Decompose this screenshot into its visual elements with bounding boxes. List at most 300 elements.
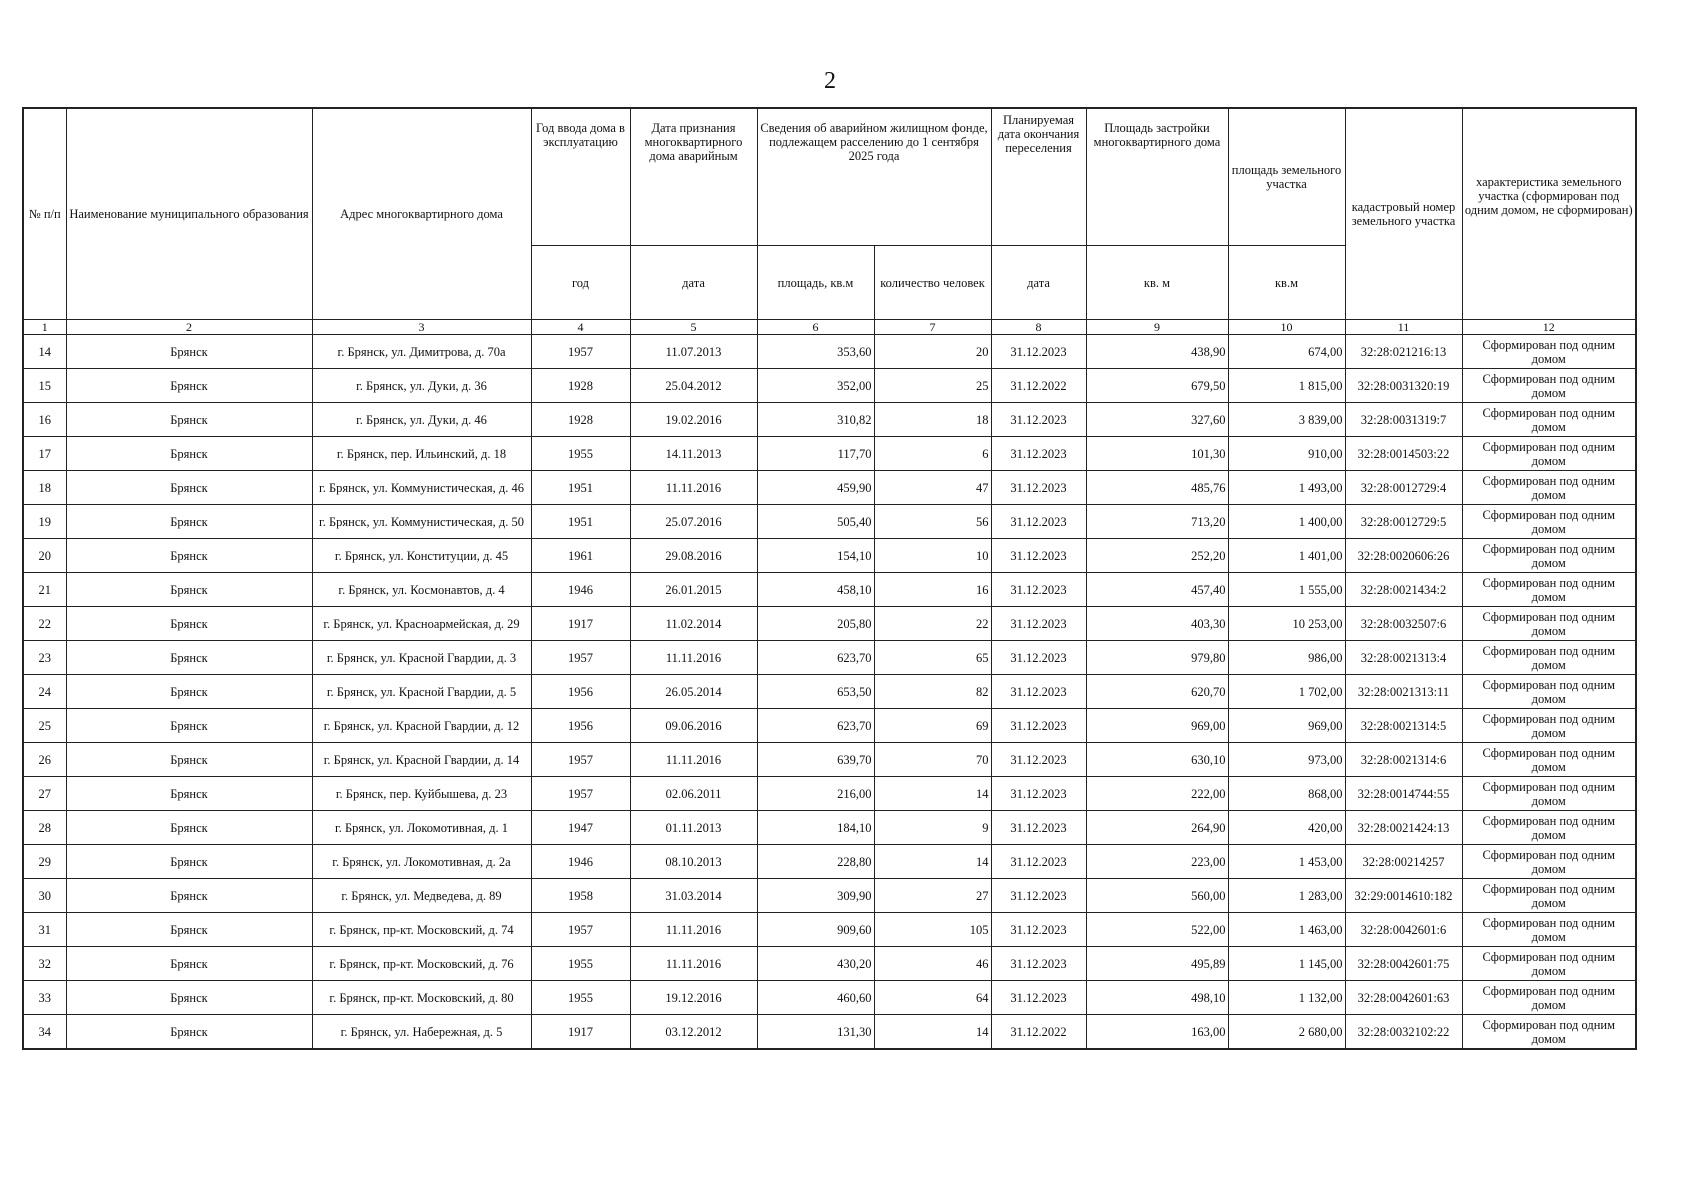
row-area: 205,80 [757,607,874,641]
row-municipality: Брянск [66,437,312,471]
row-municipality: Брянск [66,743,312,777]
column-number: 12 [1462,320,1636,335]
table-row [23,403,1636,437]
row-municipality: Брянск [66,403,312,437]
row-people: 25 [874,369,991,403]
column-number: 2 [66,320,312,335]
row-cadastral: 32:28:0021424:13 [1345,811,1462,845]
row-year: 1961 [531,539,630,573]
table-row [23,913,1636,947]
row-year: 1957 [531,913,630,947]
table-row [23,641,1636,675]
row-emergency-date: 11.02.2014 [630,607,757,641]
row-address: г. Брянск, ул. Димитрова, д. 70а [312,335,531,369]
header-land-area: площадь земельного участка [1228,108,1345,246]
row-year: 1951 [531,505,630,539]
row-building-area: 979,80 [1086,641,1228,675]
row-people: 14 [874,1015,991,1050]
row-cadastral: 32:28:0012729:5 [1345,505,1462,539]
row-municipality: Брянск [66,573,312,607]
row-municipality: Брянск [66,369,312,403]
row-year: 1957 [531,641,630,675]
row-area: 131,30 [757,1015,874,1050]
row-emergency-date: 26.01.2015 [630,573,757,607]
row-people: 27 [874,879,991,913]
row-cadastral: 32:28:0021313:11 [1345,675,1462,709]
row-area: 430,20 [757,947,874,981]
row-land-area: 1 453,00 [1228,845,1345,879]
row-address: г. Брянск, ул. Локомотивная, д. 2а [312,845,531,879]
row-cadastral: 32:28:0031319:7 [1345,403,1462,437]
housing-registry-table [22,107,1637,1050]
row-building-area: 495,89 [1086,947,1228,981]
row-building-area: 498,10 [1086,981,1228,1015]
row-land-characteristic: Сформирован под одним домом [1462,1015,1636,1050]
header-year-commissioned: Год ввода дома в эксплуатацию [531,108,630,246]
row-land-characteristic: Сформирован под одним домом [1462,879,1636,913]
row-planned-date: 31.12.2023 [991,403,1086,437]
row-number: 29 [23,845,66,879]
row-building-area: 620,70 [1086,675,1228,709]
row-land-area: 1 283,00 [1228,879,1345,913]
row-area: 310,82 [757,403,874,437]
row-address: г. Брянск, ул. Красной Гвардии, д. 3 [312,641,531,675]
row-area: 653,50 [757,675,874,709]
row-emergency-date: 01.11.2013 [630,811,757,845]
row-number: 19 [23,505,66,539]
row-land-characteristic: Сформирован под одним домом [1462,505,1636,539]
row-year: 1956 [531,709,630,743]
column-number: 11 [1345,320,1462,335]
row-area: 184,10 [757,811,874,845]
row-area: 623,70 [757,709,874,743]
row-building-area: 222,00 [1086,777,1228,811]
row-address: г. Брянск, пр-кт. Московский, д. 74 [312,913,531,947]
row-planned-date: 31.12.2022 [991,369,1086,403]
row-address: г. Брянск, ул. Дуки, д. 36 [312,369,531,403]
row-area: 505,40 [757,505,874,539]
row-people: 82 [874,675,991,709]
row-cadastral: 32:28:0021434:2 [1345,573,1462,607]
row-number: 20 [23,539,66,573]
row-area: 309,90 [757,879,874,913]
row-emergency-date: 11.11.2016 [630,947,757,981]
row-building-area: 327,60 [1086,403,1228,437]
row-year: 1955 [531,437,630,471]
row-emergency-date: 14.11.2013 [630,437,757,471]
table-row [23,777,1636,811]
row-land-characteristic: Сформирован под одним домом [1462,845,1636,879]
row-planned-date: 31.12.2023 [991,981,1086,1015]
row-planned-date: 31.12.2023 [991,913,1086,947]
row-land-area: 10 253,00 [1228,607,1345,641]
row-year: 1947 [531,811,630,845]
row-cadastral: 32:28:0031320:19 [1345,369,1462,403]
row-people: 70 [874,743,991,777]
row-emergency-date: 19.02.2016 [630,403,757,437]
row-land-characteristic: Сформирован под одним домом [1462,437,1636,471]
header-unit-date: дата [630,246,757,320]
row-land-area: 1 401,00 [1228,539,1345,573]
row-building-area: 522,00 [1086,913,1228,947]
row-year: 1928 [531,403,630,437]
row-address: г. Брянск, ул. Красной Гвардии, д. 5 [312,675,531,709]
row-cadastral: 32:28:0042601:75 [1345,947,1462,981]
row-land-area: 973,00 [1228,743,1345,777]
row-year: 1957 [531,743,630,777]
row-municipality: Брянск [66,675,312,709]
row-planned-date: 31.12.2023 [991,675,1086,709]
row-number: 17 [23,437,66,471]
row-cadastral: 32:28:0042601:63 [1345,981,1462,1015]
row-number: 32 [23,947,66,981]
row-land-area: 969,00 [1228,709,1345,743]
row-address: г. Брянск, пр-кт. Московский, д. 80 [312,981,531,1015]
row-people: 65 [874,641,991,675]
table-row [23,947,1636,981]
row-planned-date: 31.12.2023 [991,505,1086,539]
header-municipality: Наименование муниципального образования [66,108,312,320]
row-municipality: Брянск [66,607,312,641]
row-municipality: Брянск [66,777,312,811]
row-planned-date: 31.12.2023 [991,573,1086,607]
row-cadastral: 32:28:0021314:5 [1345,709,1462,743]
row-land-area: 1 555,00 [1228,573,1345,607]
row-emergency-date: 11.07.2013 [630,335,757,369]
row-number: 27 [23,777,66,811]
row-municipality: Брянск [66,811,312,845]
row-emergency-date: 26.05.2014 [630,675,757,709]
row-address: г. Брянск, ул. Медведева, д. 89 [312,879,531,913]
row-planned-date: 31.12.2023 [991,335,1086,369]
row-municipality: Брянск [66,947,312,981]
row-cadastral: 32:28:0021313:4 [1345,641,1462,675]
row-number: 24 [23,675,66,709]
row-building-area: 485,76 [1086,471,1228,505]
row-year: 1928 [531,369,630,403]
row-building-area: 403,30 [1086,607,1228,641]
row-address: г. Брянск, ул. Набережная, д. 5 [312,1015,531,1050]
row-number: 21 [23,573,66,607]
table-row [23,743,1636,777]
column-number: 7 [874,320,991,335]
table-row [23,369,1636,403]
row-number: 15 [23,369,66,403]
row-land-characteristic: Сформирован под одним домом [1462,607,1636,641]
table-row [23,607,1636,641]
row-municipality: Брянск [66,539,312,573]
row-people: 14 [874,845,991,879]
row-year: 1955 [531,981,630,1015]
row-people: 47 [874,471,991,505]
header-building-area: Площадь застройки многоквартирного дома [1086,108,1228,246]
table-row [23,437,1636,471]
row-year: 1917 [531,607,630,641]
row-municipality: Брянск [66,913,312,947]
row-building-area: 264,90 [1086,811,1228,845]
row-people: 14 [874,777,991,811]
row-people: 69 [874,709,991,743]
row-address: г. Брянск, ул. Коммунистическая, д. 50 [312,505,531,539]
row-land-characteristic: Сформирован под одним домом [1462,913,1636,947]
row-year: 1917 [531,1015,630,1050]
row-land-characteristic: Сформирован под одним домом [1462,641,1636,675]
column-number-row [23,320,1636,335]
table-row [23,573,1636,607]
row-land-area: 674,00 [1228,335,1345,369]
row-address: г. Брянск, ул. Космонавтов, д. 4 [312,573,531,607]
row-municipality: Брянск [66,981,312,1015]
row-building-area: 560,00 [1086,879,1228,913]
table-row [23,505,1636,539]
row-cadastral: 32:28:0032507:6 [1345,607,1462,641]
row-emergency-date: 09.06.2016 [630,709,757,743]
column-number: 9 [1086,320,1228,335]
row-land-characteristic: Сформирован под одним домом [1462,947,1636,981]
row-planned-date: 31.12.2023 [991,471,1086,505]
row-area: 154,10 [757,539,874,573]
row-number: 22 [23,607,66,641]
row-people: 22 [874,607,991,641]
row-area: 639,70 [757,743,874,777]
row-building-area: 101,30 [1086,437,1228,471]
row-land-characteristic: Сформирован под одним домом [1462,981,1636,1015]
row-area: 459,90 [757,471,874,505]
row-area: 117,70 [757,437,874,471]
row-municipality: Брянск [66,845,312,879]
table-body [23,335,1636,1050]
row-area: 460,60 [757,981,874,1015]
row-planned-date: 31.12.2023 [991,539,1086,573]
row-building-area: 969,00 [1086,709,1228,743]
row-land-characteristic: Сформирован под одним домом [1462,335,1636,369]
row-land-characteristic: Сформирован под одним домом [1462,743,1636,777]
row-year: 1957 [531,777,630,811]
header-unit-year: год [531,246,630,320]
row-address: г. Брянск, ул. Красной Гвардии, д. 12 [312,709,531,743]
row-area: 909,60 [757,913,874,947]
row-land-area: 1 132,00 [1228,981,1345,1015]
row-people: 46 [874,947,991,981]
row-building-area: 679,50 [1086,369,1228,403]
row-planned-date: 31.12.2023 [991,947,1086,981]
header-unit-sqm-2: кв.м [1228,246,1345,320]
row-cadastral: 32:28:0032102:22 [1345,1015,1462,1050]
table-row [23,981,1636,1015]
row-cadastral: 32:29:0014610:182 [1345,879,1462,913]
header-land-characteristic: характеристика земельного участка (сформирован под одним домом, не сформирован) [1462,108,1636,320]
row-planned-date: 31.12.2023 [991,879,1086,913]
row-land-area: 910,00 [1228,437,1345,471]
table-row [23,811,1636,845]
table-row [23,709,1636,743]
row-land-characteristic: Сформирован под одним домом [1462,709,1636,743]
row-cadastral: 32:28:0042601:6 [1345,913,1462,947]
row-cadastral: 32:28:00214257 [1345,845,1462,879]
row-building-area: 713,20 [1086,505,1228,539]
header-address: Адрес многоквартирного дома [312,108,531,320]
row-address: г. Брянск, ул. Красной Гвардии, д. 14 [312,743,531,777]
row-number: 23 [23,641,66,675]
column-number: 6 [757,320,874,335]
row-address: г. Брянск, пер. Куйбышева, д. 23 [312,777,531,811]
row-year: 1946 [531,845,630,879]
table-row [23,1015,1636,1050]
row-land-characteristic: Сформирован под одним домом [1462,811,1636,845]
row-planned-date: 31.12.2023 [991,845,1086,879]
row-planned-date: 31.12.2023 [991,641,1086,675]
header-cadastral: кадастровый номер земельного участка [1345,108,1462,320]
row-cadastral: 32:28:021216:13 [1345,335,1462,369]
row-municipality: Брянск [66,335,312,369]
row-people: 105 [874,913,991,947]
row-emergency-date: 11.11.2016 [630,471,757,505]
row-planned-date: 31.12.2023 [991,743,1086,777]
column-number: 4 [531,320,630,335]
row-number: 16 [23,403,66,437]
row-land-area: 1 493,00 [1228,471,1345,505]
header-emergency-date: Дата признания многоквартирного дома аварийным [630,108,757,246]
row-address: г. Брянск, ул. Красноармейская, д. 29 [312,607,531,641]
column-number: 5 [630,320,757,335]
row-emergency-date: 25.04.2012 [630,369,757,403]
row-municipality: Брянск [66,471,312,505]
row-emergency-date: 11.11.2016 [630,913,757,947]
row-year: 1955 [531,947,630,981]
row-area: 216,00 [757,777,874,811]
row-land-area: 986,00 [1228,641,1345,675]
row-emergency-date: 08.10.2013 [630,845,757,879]
row-planned-date: 31.12.2023 [991,709,1086,743]
row-number: 18 [23,471,66,505]
row-cadastral: 32:28:0014744:55 [1345,777,1462,811]
table-row [23,879,1636,913]
column-number: 8 [991,320,1086,335]
row-planned-date: 31.12.2023 [991,811,1086,845]
row-land-area: 2 680,00 [1228,1015,1345,1050]
row-year: 1958 [531,879,630,913]
row-municipality: Брянск [66,1015,312,1050]
table-row [23,675,1636,709]
row-cadastral: 32:28:0014503:22 [1345,437,1462,471]
row-address: г. Брянск, ул. Конституции, д. 45 [312,539,531,573]
row-building-area: 438,90 [1086,335,1228,369]
row-planned-date: 31.12.2023 [991,437,1086,471]
row-land-characteristic: Сформирован под одним домом [1462,403,1636,437]
row-area: 623,70 [757,641,874,675]
header-unit-sqm: кв. м [1086,246,1228,320]
row-land-area: 420,00 [1228,811,1345,845]
header-unit-people: количество человек [874,246,991,320]
row-number: 34 [23,1015,66,1050]
row-land-characteristic: Сформирован под одним домом [1462,539,1636,573]
row-municipality: Брянск [66,879,312,913]
row-year: 1956 [531,675,630,709]
header-unit-date-2: дата [991,246,1086,320]
row-land-area: 868,00 [1228,777,1345,811]
column-number: 1 [23,320,66,335]
row-number: 25 [23,709,66,743]
table-row [23,335,1636,369]
row-land-characteristic: Сформирован под одним домом [1462,369,1636,403]
row-number: 31 [23,913,66,947]
row-emergency-date: 11.11.2016 [630,743,757,777]
page-number: 2 [824,68,836,94]
header-unit-area: площадь, кв.м [757,246,874,320]
row-area: 353,60 [757,335,874,369]
row-land-area: 1 463,00 [1228,913,1345,947]
row-number: 28 [23,811,66,845]
header-planned-date: Планируемая дата окончания переселения [991,108,1086,246]
row-municipality: Брянск [66,505,312,539]
row-number: 14 [23,335,66,369]
row-address: г. Брянск, пр-кт. Московский, д. 76 [312,947,531,981]
row-people: 64 [874,981,991,1015]
row-planned-date: 31.12.2022 [991,1015,1086,1050]
row-building-area: 457,40 [1086,573,1228,607]
row-year: 1946 [531,573,630,607]
row-building-area: 630,10 [1086,743,1228,777]
row-number: 30 [23,879,66,913]
row-land-characteristic: Сформирован под одним домом [1462,471,1636,505]
row-address: г. Брянск, пер. Ильинский, д. 18 [312,437,531,471]
row-cadastral: 32:28:0012729:4 [1345,471,1462,505]
row-planned-date: 31.12.2023 [991,607,1086,641]
row-land-characteristic: Сформирован под одним домом [1462,573,1636,607]
row-number: 26 [23,743,66,777]
row-building-area: 223,00 [1086,845,1228,879]
row-emergency-date: 02.06.2011 [630,777,757,811]
row-people: 18 [874,403,991,437]
row-emergency-date: 19.12.2016 [630,981,757,1015]
row-land-area: 1 815,00 [1228,369,1345,403]
row-area: 458,10 [757,573,874,607]
row-area: 352,00 [757,369,874,403]
row-address: г. Брянск, ул. Коммунистическая, д. 46 [312,471,531,505]
table-row [23,471,1636,505]
row-people: 56 [874,505,991,539]
row-municipality: Брянск [66,709,312,743]
row-cadastral: 32:28:0021314:6 [1345,743,1462,777]
row-emergency-date: 25.07.2016 [630,505,757,539]
header-emergency-fund: Сведения об аварийном жилищном фонде, подлежащем расселению до 1 сентября 2025 года [757,108,991,246]
row-people: 16 [874,573,991,607]
column-number: 3 [312,320,531,335]
row-people: 9 [874,811,991,845]
row-land-area: 1 400,00 [1228,505,1345,539]
row-land-characteristic: Сформирован под одним домом [1462,675,1636,709]
row-emergency-date: 31.03.2014 [630,879,757,913]
row-building-area: 252,20 [1086,539,1228,573]
row-land-area: 1 145,00 [1228,947,1345,981]
row-address: г. Брянск, ул. Дуки, д. 46 [312,403,531,437]
column-number: 10 [1228,320,1345,335]
row-area: 228,80 [757,845,874,879]
table-row [23,539,1636,573]
row-land-characteristic: Сформирован под одним домом [1462,777,1636,811]
row-number: 33 [23,981,66,1015]
header-number: № п/п [23,108,66,320]
row-emergency-date: 03.12.2012 [630,1015,757,1050]
row-people: 20 [874,335,991,369]
row-cadastral: 32:28:0020606:26 [1345,539,1462,573]
row-emergency-date: 29.08.2016 [630,539,757,573]
row-municipality: Брянск [66,641,312,675]
row-year: 1951 [531,471,630,505]
row-people: 6 [874,437,991,471]
row-land-area: 3 839,00 [1228,403,1345,437]
row-land-area: 1 702,00 [1228,675,1345,709]
